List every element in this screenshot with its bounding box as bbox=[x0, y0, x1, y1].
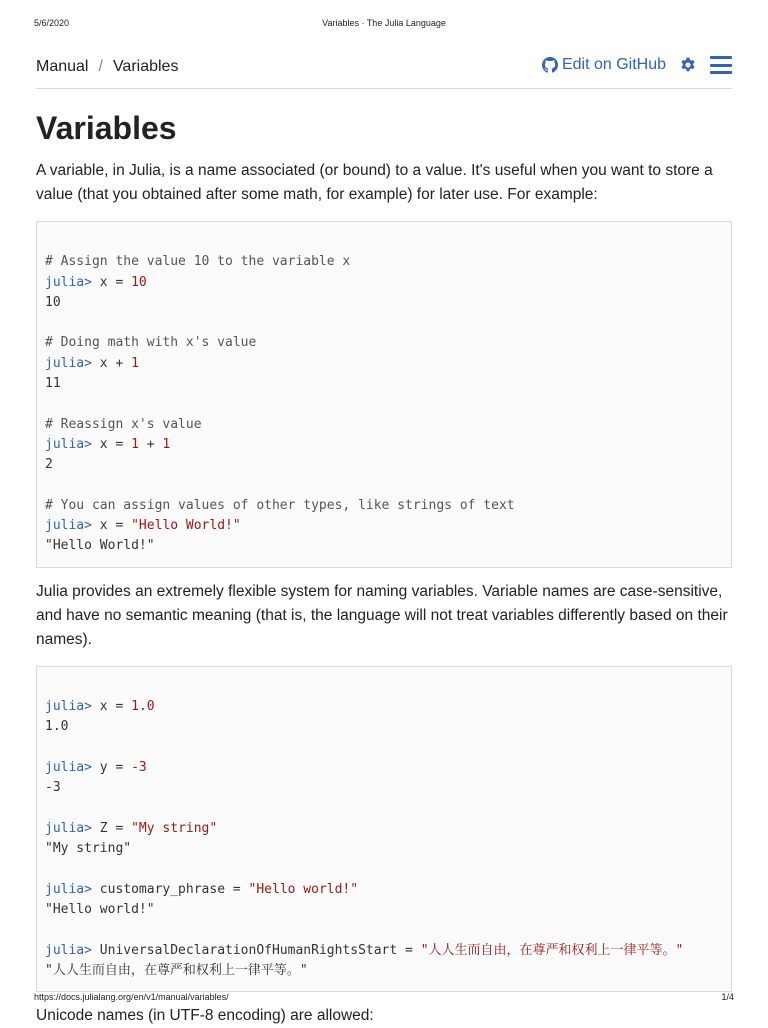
gear-icon[interactable] bbox=[680, 57, 696, 73]
code-number: -3 bbox=[131, 759, 147, 775]
top-navbar bbox=[36, 48, 732, 89]
breadcrumb bbox=[36, 58, 178, 76]
page-title: Variables bbox=[36, 110, 177, 146]
code-block-naming bbox=[36, 666, 732, 992]
code-expression: UniversalDeclarationOfHumanRightsStart = bbox=[91, 942, 421, 958]
code-output: 11 bbox=[45, 376, 61, 392]
code-output: "Hello world!" bbox=[45, 902, 155, 918]
unicode-paragraph: Unicode names (in UTF-8 encoding) are allowed: bbox=[36, 1007, 374, 1025]
code-number: 1.0 bbox=[131, 699, 155, 715]
repl-prompt: julia> bbox=[45, 820, 92, 836]
print-date: 5/6/2020 bbox=[34, 18, 70, 28]
code-output: "My string" bbox=[45, 841, 132, 857]
code-expression: x = bbox=[91, 436, 132, 452]
code-number: 1 bbox=[162, 436, 171, 452]
code-expression: customary_phrase = bbox=[91, 881, 249, 897]
repl-prompt: julia> bbox=[45, 942, 92, 958]
repl-prompt: julia> bbox=[45, 518, 92, 534]
code-string: "Hello World!" bbox=[131, 518, 241, 534]
code-expression: x + bbox=[91, 355, 132, 371]
code-output: -3 bbox=[45, 780, 61, 796]
code-number: 1 bbox=[131, 436, 139, 452]
intro-paragraph: A variable, in Julia, is a name associated (or bound) to a value. It's useful when you want to store a value (that you obtained after some math, for example) for later use. For example: bbox=[36, 162, 713, 203]
code-expression: y = bbox=[91, 759, 132, 775]
breadcrumb-current[interactable]: Variables bbox=[112, 58, 179, 75]
print-title: Variables · The Julia Language bbox=[322, 18, 446, 28]
code-operator: + bbox=[138, 436, 163, 452]
github-icon bbox=[542, 57, 558, 73]
code-output: 2 bbox=[45, 457, 53, 473]
code-output: "人人生而自由，在尊严和权利上一律平等。" bbox=[45, 962, 308, 978]
page-number: 1/4 bbox=[721, 992, 734, 1002]
breadcrumb-manual[interactable]: Manual bbox=[36, 58, 89, 75]
print-header bbox=[34, 18, 734, 32]
repl-prompt: julia> bbox=[45, 274, 92, 290]
code-string: "My string" bbox=[131, 820, 218, 836]
code-number: 1 bbox=[131, 355, 139, 371]
code-output: "Hello World!" bbox=[45, 538, 155, 554]
code-comment: # You can assign values of other types, like strings of text bbox=[45, 497, 515, 513]
code-expression: x = bbox=[91, 518, 132, 534]
hamburger-menu-icon[interactable] bbox=[710, 56, 732, 74]
main-content bbox=[36, 110, 732, 1028]
code-string: "人人生而自由，在尊严和权利上一律平等。" bbox=[420, 942, 684, 958]
print-footer bbox=[34, 992, 734, 1004]
code-comment: # Assign the value 10 to the variable x bbox=[45, 254, 351, 270]
repl-prompt: julia> bbox=[45, 881, 92, 897]
repl-prompt: julia> bbox=[45, 699, 92, 715]
code-block-assignment bbox=[36, 221, 732, 568]
repl-prompt: julia> bbox=[45, 759, 92, 775]
top-actions bbox=[542, 56, 732, 74]
repl-prompt: julia> bbox=[45, 436, 92, 452]
edit-on-github-label: Edit on GitHub bbox=[561, 56, 666, 73]
code-string: "Hello world!" bbox=[248, 881, 359, 897]
code-output: 10 bbox=[45, 294, 61, 310]
edit-on-github-link[interactable] bbox=[542, 56, 666, 74]
code-expression: x = bbox=[91, 699, 132, 715]
repl-prompt: julia> bbox=[45, 355, 92, 371]
print-url: https://docs.julialang.org/en/v1/manual/variables/ bbox=[34, 992, 229, 1002]
code-comment: # Reassign x's value bbox=[45, 416, 202, 432]
code-comment: # Doing math with x's value bbox=[45, 335, 257, 351]
naming-paragraph: Julia provides an extremely flexible system for naming variables. Variable names are case-sensitive, and have no semantic meaning (that is, the language will not treat variables differently based on their names). bbox=[36, 582, 728, 648]
code-expression: Z = bbox=[91, 820, 132, 836]
code-output: 1.0 bbox=[45, 719, 69, 735]
code-number: 10 bbox=[131, 274, 147, 290]
breadcrumb-separator: / bbox=[98, 58, 103, 75]
code-expression: x = bbox=[91, 274, 132, 290]
